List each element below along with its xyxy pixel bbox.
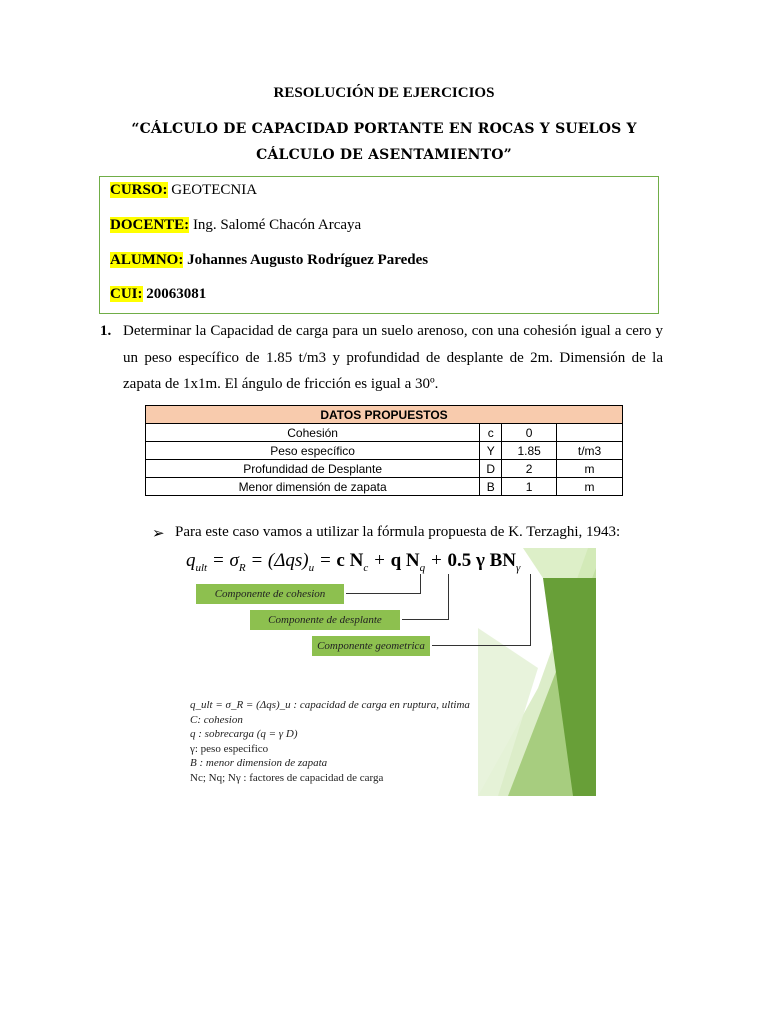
row-name: Profundidad de Desplante bbox=[146, 460, 480, 478]
row-symbol: c bbox=[480, 424, 502, 442]
row-value: 1.85 bbox=[502, 442, 557, 460]
definition-line: q : sobrecarga (q = γ D) bbox=[190, 728, 298, 740]
arrow-line bbox=[420, 574, 421, 594]
terzaghi-formula-figure bbox=[178, 548, 596, 796]
row-symbol: B bbox=[480, 478, 502, 496]
arrow-line bbox=[346, 593, 421, 594]
table-row bbox=[146, 478, 623, 496]
problem-number: 1. bbox=[100, 323, 112, 339]
row-name: Cohesión bbox=[146, 424, 480, 442]
course-info-box bbox=[99, 176, 659, 314]
arrow-line bbox=[402, 619, 449, 620]
cui-line bbox=[110, 286, 206, 303]
arrow-line bbox=[432, 645, 531, 646]
formula-definitions bbox=[190, 698, 470, 785]
row-value: 2 bbox=[502, 460, 557, 478]
table-row bbox=[146, 442, 623, 460]
row-value: 0 bbox=[502, 424, 557, 442]
cui-label: CUI: bbox=[110, 286, 143, 302]
arrow-bullet-icon: ➢ bbox=[152, 526, 165, 542]
row-unit: m bbox=[557, 460, 623, 478]
row-value: 1 bbox=[502, 478, 557, 496]
bullet-text: Para este caso vamos a utilizar la fórmula propuesta de K. Terzaghi, 1943: bbox=[175, 524, 621, 540]
problem-statement: Determinar la Capacidad de carga para un suelo arenoso, con una cohesión igual a cero y un peso específico de 1.85 t/m3 y profundidad de desplante de 2m. Dimensión de la zapata de 1x1m. El ángulo de fricción es igual a 30º. bbox=[123, 323, 663, 392]
row-name: Peso específico bbox=[146, 442, 480, 460]
subtitle-line-1: “CÁLCULO DE CAPACIDAD PORTANTE EN ROCAS Y SUELOS Y bbox=[131, 121, 637, 137]
table-row bbox=[146, 460, 623, 478]
row-symbol: D bbox=[480, 460, 502, 478]
curso-line bbox=[110, 182, 257, 199]
row-unit: t/m3 bbox=[557, 442, 623, 460]
alumno-line bbox=[110, 252, 428, 269]
page-title: RESOLUCIÓN DE EJERCICIOS bbox=[273, 85, 495, 101]
table-header: DATOS PROPUESTOS bbox=[146, 406, 623, 424]
table-row bbox=[146, 424, 623, 442]
definition-line: C: cohesion bbox=[190, 713, 243, 726]
alumno-label: ALUMNO: bbox=[110, 252, 184, 268]
curso-label: CURSO: bbox=[110, 182, 168, 198]
docente-label: DOCENTE: bbox=[110, 217, 190, 233]
curso-value: GEOTECNIA bbox=[167, 182, 258, 198]
componente-geometrica-label: Componente geometrica bbox=[312, 636, 430, 656]
definition-line: Nc; Nq; Nγ : factores de capacidad de carga bbox=[190, 771, 384, 784]
cui-value: 20063081 bbox=[142, 286, 207, 302]
definition-line: B : menor dimension de zapata bbox=[190, 757, 328, 769]
componente-desplante-label: Componente de desplante bbox=[250, 610, 400, 630]
docente-line bbox=[110, 217, 361, 234]
row-unit bbox=[557, 424, 623, 442]
terzaghi-formula: $q_{ult} = \sigma_R = (\Delta qs)_u = c$ $N_c + q$ $N_q + 0.5$ γ $BN_\gamma$ bbox=[186, 550, 521, 574]
arrow-line bbox=[448, 574, 449, 620]
row-symbol: Y bbox=[480, 442, 502, 460]
alumno-value: Johannes Augusto Rodríguez Paredes bbox=[183, 252, 429, 268]
data-table bbox=[145, 405, 623, 496]
row-unit: m bbox=[557, 478, 623, 496]
definition-line: q_ult = σ_R = (Δqs)_u : capacidad de carga en ruptura, ultima bbox=[190, 699, 470, 711]
subtitle-line-2: CÁLCULO DE ASENTAMIENTO” bbox=[256, 147, 512, 163]
docente-value: Ing. Salomé Chacón Arcaya bbox=[189, 217, 362, 233]
componente-cohesion-label: Componente de cohesion bbox=[196, 584, 344, 604]
arrow-line bbox=[530, 574, 531, 646]
row-name: Menor dimensión de zapata bbox=[146, 478, 480, 496]
definition-line: γ: peso especifico bbox=[190, 742, 269, 755]
